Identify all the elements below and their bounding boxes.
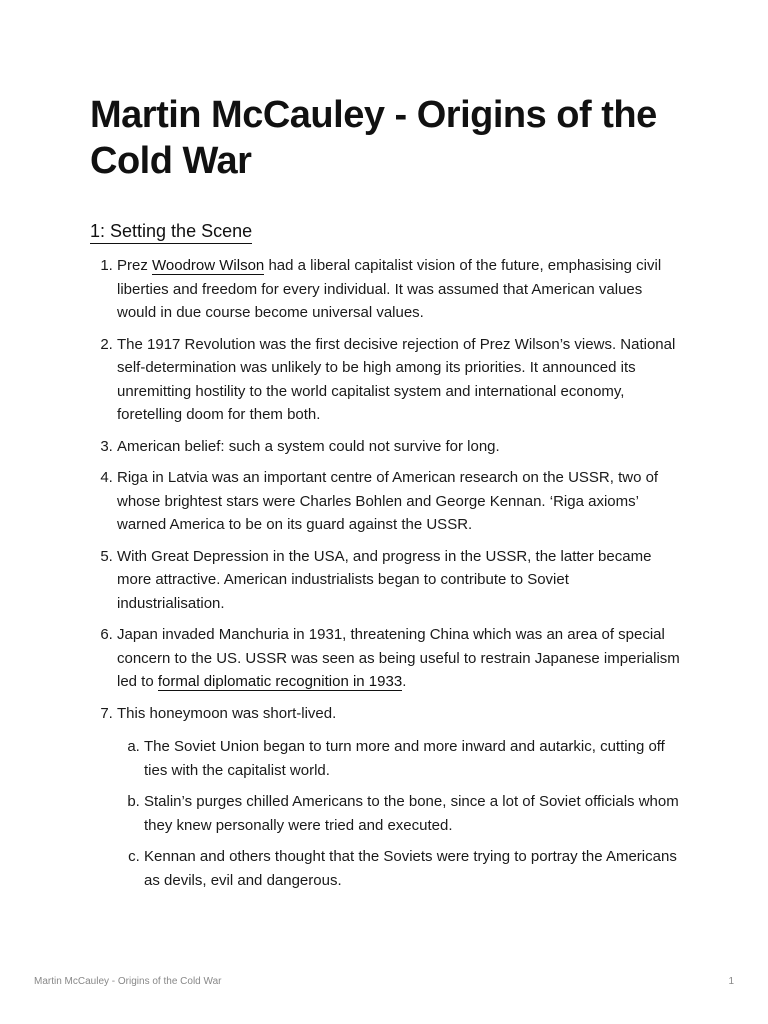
item-text: The 1917 Revolution was the first decisive rejection of Prez Wilson’s views. National self-determination was unlikely to be high among its priorities. It announced its unremitting hostility to the world capitalist system and international economy, foretelling doom for them both.: [117, 335, 676, 423]
sub-item-text: The Soviet Union began to turn more and more inward and autarkic, cutting off ties with the capitalist world.: [144, 738, 665, 779]
diplomatic-recognition-link[interactable]: formal diplomatic recognition in 1933: [157, 673, 403, 690]
sub-item-text: Stalin’s purges chilled Americans to the bone, since a lot of Soviet officials whom they knew personally were tried and executed.: [144, 793, 679, 834]
item-text: Japan invaded Manchuria in 1931, threatening China which was an area of special concern to the US. USSR was seen as being useful to restrain Japanese imperialism led to: [117, 626, 680, 690]
list-item: [117, 545, 680, 616]
list-item: [117, 702, 680, 893]
list-item: [117, 623, 680, 694]
page-footer: [34, 976, 734, 987]
page-number: 1: [728, 976, 734, 987]
item-text: With Great Depression in the USA, and progress in the USSR, the latter became more attractive. American industrialists began to contribute to Soviet industrialisation.: [117, 547, 652, 612]
section-heading: 1: Setting the Scene: [90, 220, 252, 244]
sub-item-text: Kennan and others thought that the Soviets were trying to portray the Americans as devils, evil and dangerous.: [144, 848, 677, 889]
sub-list: [117, 735, 680, 892]
item-text: .: [402, 673, 407, 690]
list-item: [117, 333, 680, 427]
sub-list-item: [144, 790, 680, 837]
list-item: [117, 466, 680, 537]
footer-title: Martin McCauley - Origins of the Cold War: [34, 976, 222, 987]
list-item: [117, 254, 680, 325]
item-text: American belief: such a system could not survive for long.: [117, 437, 500, 455]
item-text: had a liberal capitalist vision of the future, emphasising civil liberties and freedom for every individual. It was assumed that American values would in due course become universal values.: [117, 257, 662, 321]
item-text: Riga in Latvia was an important centre of American research on the USSR, two of whose brightest stars were Charles Bohlen and George Kennan. ‘Riga axioms’ warned America to be on its guard against the USSR.: [117, 469, 659, 533]
woodrow-wilson-link[interactable]: Woodrow Wilson: [152, 257, 265, 274]
sub-list-item: [144, 735, 680, 782]
sub-list-item: [144, 845, 680, 892]
item-text: Prez: [117, 257, 153, 274]
document-page: [90, 92, 680, 900]
main-list: [90, 254, 680, 892]
document-title: Martin McCauley - Origins of the Cold War: [90, 94, 657, 182]
item-text: This honeymoon was short-lived.: [117, 704, 337, 722]
list-item: [117, 435, 680, 459]
